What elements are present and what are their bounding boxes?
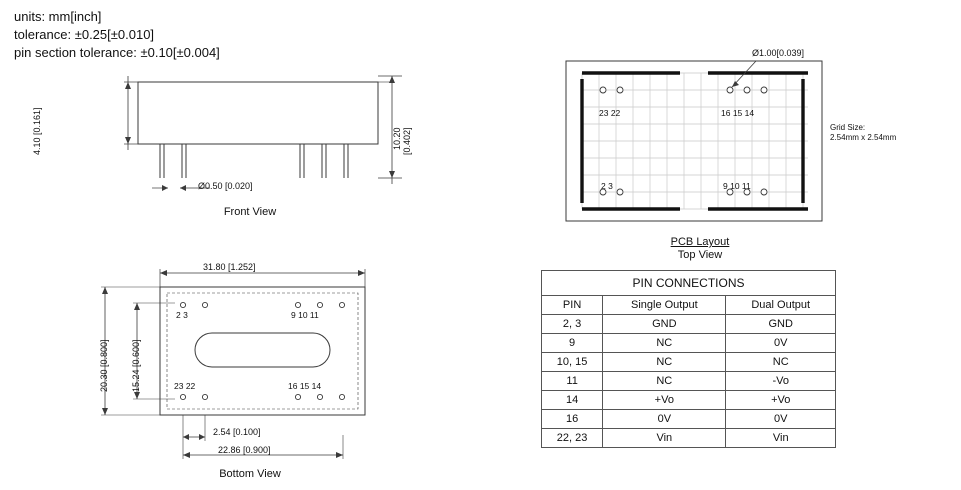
- bottom-view-inner-height-dim: 15.24 [0.600]: [131, 339, 141, 392]
- pin-cell: 9: [542, 334, 603, 353]
- pin-table-header-row: [542, 296, 836, 315]
- pin-connections-table: [541, 270, 836, 448]
- pin-cell: 22, 23: [542, 429, 603, 448]
- single-output-cell: NC: [603, 334, 726, 353]
- bottom-view-caption: Bottom View: [219, 468, 281, 480]
- table-row: [542, 410, 836, 429]
- table-row: [542, 372, 836, 391]
- pin-cell: 11: [542, 372, 603, 391]
- pcb-grid-note-line1: Grid Size:: [830, 123, 866, 132]
- front-view-drawing: [90, 60, 420, 220]
- units-notes: [14, 8, 220, 62]
- pcb-grid-note-line2: 2.54mm x 2.54mm: [830, 133, 897, 142]
- units-line: units: mm[inch]: [14, 9, 102, 24]
- pcb-pins-bottom-right: 9 10 11: [723, 181, 751, 191]
- pin-table-header-dual: Dual Output: [726, 296, 836, 315]
- bottom-view-pins-bottom-right: 16 15 14: [288, 381, 322, 391]
- dual-output-cell: Vin: [726, 429, 836, 448]
- table-row: [542, 315, 836, 334]
- front-view-height-left: 4.10 [0.161]: [32, 107, 42, 155]
- single-output-cell: NC: [603, 353, 726, 372]
- dual-output-cell: GND: [726, 315, 836, 334]
- pin-cell: 10, 15: [542, 353, 603, 372]
- pcb-layout-drawing: [560, 55, 840, 235]
- front-view-caption: Front View: [223, 206, 277, 218]
- bottom-view-span-dim: 22.86 [0.900]: [218, 445, 271, 455]
- pcb-layout-subcaption: Top View: [677, 249, 723, 261]
- front-view-height-right-1: 10.20: [392, 127, 402, 150]
- pin-tolerance-line: pin section tolerance: ±0.10[±0.004]: [14, 45, 220, 60]
- single-output-cell: GND: [603, 315, 726, 334]
- bottom-view-pitch-dim: 2.54 [0.100]: [213, 427, 261, 437]
- tolerance-line: tolerance: ±0.25[±0.010]: [14, 27, 155, 42]
- front-view-pin-diameter: Ø0.50 [0.020]: [198, 181, 253, 191]
- pin-cell: 14: [542, 391, 603, 410]
- pcb-pins-top-left: 23 22: [599, 108, 621, 118]
- front-view-height-right-2: [0.402]: [402, 127, 412, 155]
- pin-table-header-single: Single Output: [603, 296, 726, 315]
- pin-table-title: PIN CONNECTIONS: [542, 271, 836, 296]
- dual-output-cell: +Vo: [726, 391, 836, 410]
- pin-cell: 2, 3: [542, 315, 603, 334]
- table-row: [542, 391, 836, 410]
- bottom-view-width-dim: 31.80 [1.252]: [203, 262, 256, 272]
- bottom-view-pins-top-right: 9 10 11: [291, 310, 319, 320]
- table-row: [542, 334, 836, 353]
- table-row: [542, 353, 836, 372]
- single-output-cell: 0V: [603, 410, 726, 429]
- pcb-pins-top-right: 16 15 14: [721, 108, 755, 118]
- dual-output-cell: 0V: [726, 334, 836, 353]
- bottom-view-height-dim: 20.30 [0.800]: [99, 339, 109, 392]
- single-output-cell: +Vo: [603, 391, 726, 410]
- pcb-layout-caption: PCB Layout: [670, 236, 730, 248]
- pcb-hole-diameter: Ø1.00[0.039]: [752, 48, 805, 58]
- pin-table-header-pin: PIN: [542, 296, 603, 315]
- table-row: [542, 429, 836, 448]
- single-output-cell: Vin: [603, 429, 726, 448]
- dual-output-cell: 0V: [726, 410, 836, 429]
- single-output-cell: NC: [603, 372, 726, 391]
- dual-output-cell: NC: [726, 353, 836, 372]
- dual-output-cell: -Vo: [726, 372, 836, 391]
- pin-cell: 16: [542, 410, 603, 429]
- pcb-pins-bottom-left: 2 3: [601, 181, 613, 191]
- bottom-view-pins-top-left: 2 3: [176, 310, 188, 320]
- bottom-view-pins-bottom-left: 23 22: [174, 381, 196, 391]
